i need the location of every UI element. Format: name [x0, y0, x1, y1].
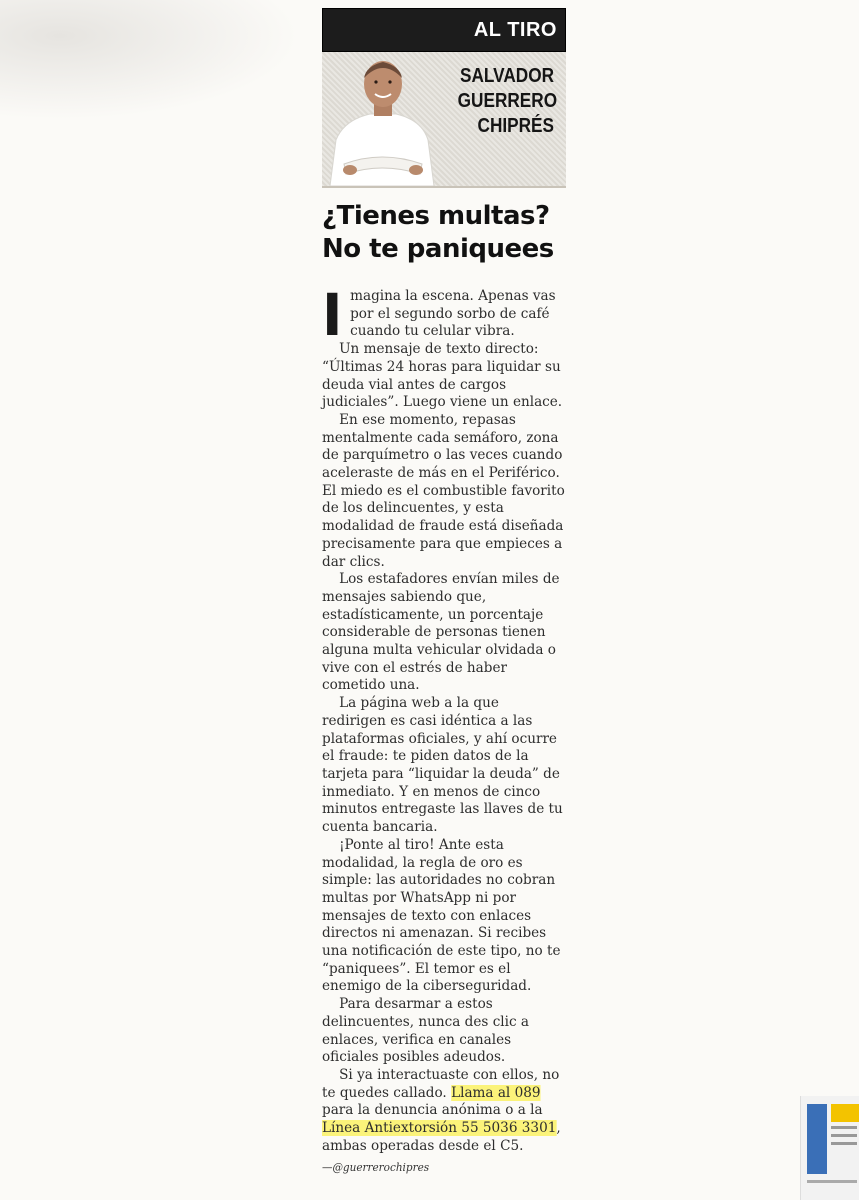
- headline-line-1: ¿Tienes multas?: [322, 201, 550, 231]
- author-name-line-2: GUERRERO: [457, 90, 558, 112]
- paragraph-8-text-a: Si ya interactuaste con ellos, no te quedes callado.: [322, 1066, 560, 1101]
- paragraph-8: [322, 1067, 566, 1156]
- section-bar: [322, 8, 566, 52]
- thumbnail-block: [807, 1104, 827, 1174]
- drop-cap: I: [322, 281, 343, 349]
- scan-shadow: [0, 0, 300, 120]
- paragraph-4: Los estafadores envían miles de mensajes sabiendo que, estadísticamente, un porcentaje considerable de personas tienen alguna multa vehicular olvidada o vive con el estrés de haber cometido una.: [322, 571, 560, 694]
- paragraph-8-text-c: , ambas operadas desde el C5.: [322, 1120, 561, 1154]
- paragraph-6: ¡Ponte al tiro! Ante esta modalidad, la regla de oro es simple: las autoridades no cobran multas por WhatsApp ni por mensajes de texto con enlaces directos ni amenazan. Si recibes una notificación de este tipo, no te “paniquees”. El temor es el enemigo de la ciberseguridad.: [322, 836, 561, 995]
- paragraph-5: La página web a la que redirigen es casi idéntica a las plataformas oficiales, y ahí ocurre el fraude: te piden datos de la tarjeta para “liquidar la deuda” de inmediato. Y en menos de cinco minutos entregaste las llaves de tu cuenta bancaria.: [322, 695, 563, 836]
- article-column: [322, 8, 566, 1177]
- thumbnail-block: [831, 1104, 859, 1122]
- thumbnail-line: [807, 1180, 857, 1183]
- headline-line-2: No te paniquees: [322, 234, 554, 264]
- paragraph-1: [322, 281, 566, 349]
- thumbnail-line: [831, 1126, 857, 1129]
- headline: [322, 200, 566, 266]
- paragraph-3: En ese momento, repasas mentalmente cada semáforo, zona de parquímetro o las veces cuando aceleraste de más en el Periférico. El miedo es el combustible favorito de los delincuentes, y esta modalidad de fraude está diseñada precisamente para que empieces a dar clics.: [322, 411, 565, 570]
- author-portrait: [322, 52, 444, 186]
- divider: [322, 186, 566, 188]
- adjacent-page-thumbnail: [800, 1096, 859, 1200]
- author-name-line-1: SALVADOR: [460, 65, 554, 87]
- thumbnail-line: [831, 1142, 857, 1145]
- article-body: [322, 281, 566, 1177]
- paragraph-2: Un mensaje de texto directo: “Últimas 24 horas para liquidar su deuda vial antes de cargos judiciales”. Luego viene un enlace.: [322, 341, 563, 411]
- author-name-line-3: CHIPRÉS: [477, 115, 554, 137]
- hotline-089-highlight: Llama al 089: [451, 1084, 541, 1101]
- paragraph-1-text: magina la escena. Apenas vas por el segundo sorbo de café cuando tu celular vibra.: [350, 288, 556, 340]
- thumbnail-line: [831, 1134, 857, 1137]
- paragraph-7: Para desarmar a estos delincuentes, nunca des clic a enlaces, verifica en canales oficiales posibles adeudos.: [322, 996, 530, 1066]
- section-label: AL TIRO: [473, 19, 557, 41]
- paragraph-8-text-b: para la denuncia anónima o a la: [322, 1102, 543, 1119]
- author-box: [322, 52, 566, 186]
- antiextortion-line-highlight: Línea Antiextorsión 55 5036 3301: [322, 1120, 557, 1137]
- author-signature: —@guerrerochipres: [322, 1161, 430, 1175]
- author-name: [457, 64, 558, 139]
